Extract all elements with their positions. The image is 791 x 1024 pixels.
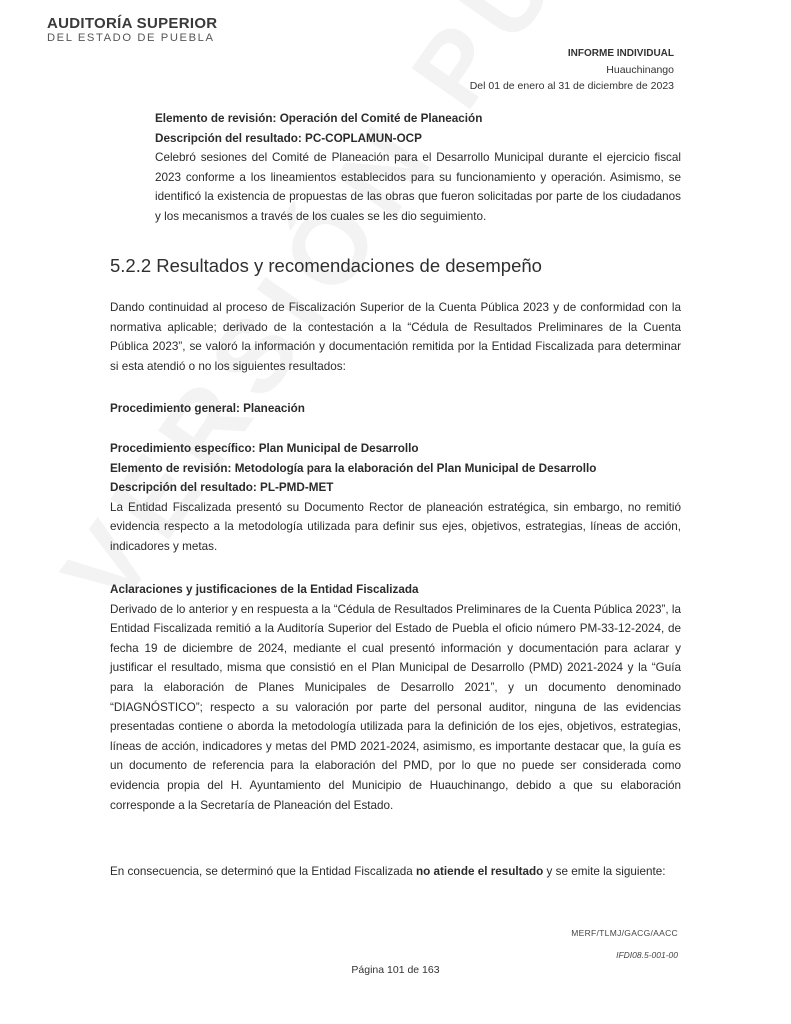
- conclusion-text: [110, 862, 681, 882]
- page-number: Página 101 de 163: [351, 964, 440, 976]
- footer-initials: MERF/TLMJ/GACG/AACC: [571, 928, 678, 938]
- specific-result-description: Descripción del resultado: PL-PMD-MET: [110, 481, 334, 495]
- specific-review-element: Elemento de revisión: Metodología para la elaboración del Plan Municipal de Desarrollo: [110, 461, 597, 475]
- intro-paragraph: [110, 298, 681, 376]
- specific-procedure-block: [110, 439, 681, 557]
- municipality: Huauchinango: [606, 64, 674, 76]
- conclusion-after: y se emite la siguiente:: [543, 865, 666, 878]
- clarifications-block: [110, 580, 681, 815]
- specific-result-body: La Entidad Fiscalizada presentó su Documento Rector de planeación estratégica, sin embargo, no remitió evidencia respecto a la metodología utilizada para definir sus ejes, objetivos, estrategias, líneas de acción, indicadores y metas.: [110, 500, 681, 553]
- general-procedure-label: Procedimiento general: Planeación: [110, 402, 305, 415]
- section-heading: 5.2.2 Resultados y recomendaciones de desempeño: [110, 255, 542, 276]
- general-procedure: [110, 399, 681, 419]
- report-header: [470, 46, 674, 94]
- conclusion-before: En consecuencia, se determinó que la Entidad Fiscalizada: [110, 865, 417, 878]
- result-description: Descripción del resultado: PC-COPLAMUN-OCP: [155, 131, 422, 145]
- auditoria-logo: [47, 15, 217, 45]
- conclusion-bold: no atiende el resultado: [416, 865, 544, 878]
- section-comite-planeacion: [155, 109, 681, 227]
- footer-form-code: IFDI08.5-001-00: [616, 950, 678, 960]
- result-body: Celebró sesiones del Comité de Planeación para el Desarrollo Municipal durante el ejercicio fiscal 2023 conforme a los lineamientos establecidos para su funcionamiento y operación. Asimismo, se identificó la existencia de propuestas de las obras que fueron solicitadas por parte de los ciudadanos y los mecanismos a través de los cuales se les dio seguimiento.: [155, 151, 681, 223]
- report-period: Del 01 de enero al 31 de diciembre de 2023: [469, 80, 674, 92]
- specific-procedure: Procedimiento específico: Plan Municipal de Desarrollo: [110, 442, 419, 455]
- report-type: INFORME INDIVIDUAL: [567, 48, 674, 59]
- intro-text: Dando continuidad al proceso de Fiscalización Superior de la Cuenta Pública 2023 y de conformidad con la normativa aplicable; derivado de la contestación a la “Cédula de Resultados Preliminares de la Cuenta Pública 2023”, se valoró la información y documentación remitida por la Entidad Fiscalizada para determinar si esta atendió o no los siguientes resultados:: [110, 301, 681, 373]
- review-element: Elemento de revisión: Operación del Comité de Planeación: [155, 112, 483, 125]
- logo-title: AUDITORÍA SUPERIOR: [47, 15, 218, 32]
- logo-subtitle: DEL ESTADO DE PUEBLA: [47, 32, 215, 44]
- conclusion-paragraph: [110, 862, 681, 882]
- clarifications-body: Derivado de lo anterior y en respuesta a la “Cédula de Resultados Preliminares de la Cuenta Pública 2023”, la Entidad Fiscalizada remitió a la Auditoría Superior del Estado de Puebla el oficio número PM-33-12-2024, de fecha 19 de diciembre de 2024, mediante el cual presentó información y documentación para aclarar y justificar el resultado, misma que consistió en el Plan Municipal de Desarrollo (PMD) 2021-2024 y la “Guía para la elaboración de Planes Municipales de Desarrollo 2021”, y un documento denominado “DIAGNÓSTICO”; respecto a su valoración por parte del personal auditor, ninguna de las evidencias presentadas contiene o aborda la metodología utilizada para la definición de los ejes, objetivos, estrategias, líneas de acción, indicadores y metas del PMD 2021-2024, asimismo, es importante destacar que, la guía es un documento de referencia para la elaboración del PMD, por lo que no puede ser considerada como evidencia propia del H. Ayuntamiento del Municipio de Huauchinango, debido a que su elaboración corresponde a la Secretaría de Planeación del Estado.: [110, 602, 681, 812]
- clarifications-title: Aclaraciones y justificaciones de la Entidad Fiscalizada: [110, 583, 419, 596]
